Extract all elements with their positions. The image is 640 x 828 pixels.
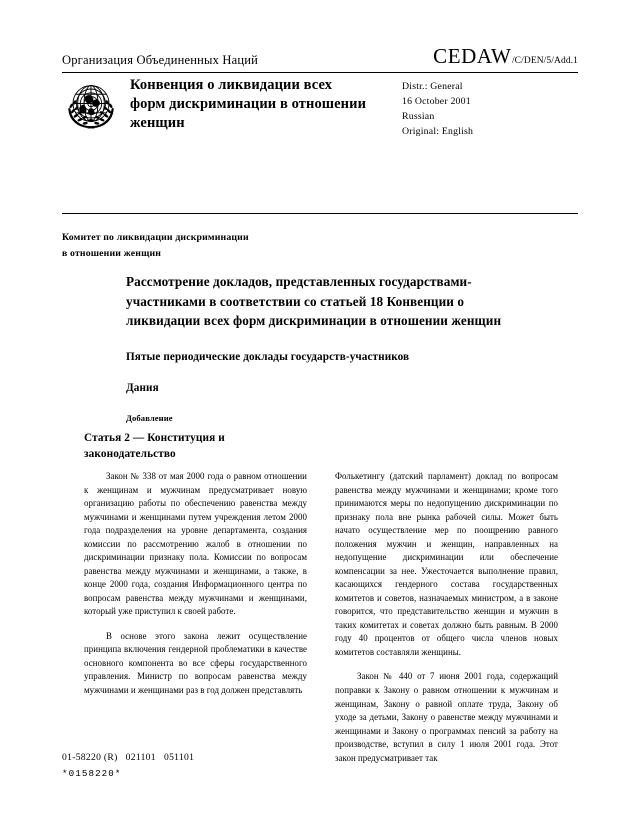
barcode-text: *0158220* [62,768,122,779]
distribution-block [402,76,473,140]
distribution-type: Distr.: General [402,81,463,92]
document-title: Рассмотрение докладов, представленных государствами-участниками в соответствии со статьей 18 Конвенции о ликвидации всех форм дискриминации в отношении женщин [126,274,502,329]
page-footer [62,752,194,779]
document-symbol [433,44,578,69]
distribution-language: Russian [402,110,435,122]
committee-line-1: Комитет по ликвидации дискриминации [62,232,249,243]
body-paragraph: Закон № 338 от мая 2000 года о равном отношении к женщинам и мужчинам предусматривает новую организацию работы по обеспечению равенства между мужчинами и женщинами путем учреждения летом 2000 года подразделения на уровне департамента, создания комиссии по рассмотрению жалоб в отношении по дискриминации признаку пола. Комиссии по вопросам равенства между мужчинами и женщинами, а также, в конце 2000 года, создания Информационного центра по вопросам равенства между мужчинами и женщинами, который уже приступил к своей работе. [84,471,307,617]
united-nations-emblem-icon [62,78,120,136]
document-symbol-main: CEDAW [433,44,512,68]
body-column-right [335,470,558,765]
organization-name: Организация Объединенных Наций [62,53,259,67]
masthead-rule [62,72,578,73]
body-columns [84,470,558,765]
organization-row [62,44,578,69]
document-subtitle: Пятые периодические доклады государств-участников [126,350,410,363]
body-column-left [84,470,307,765]
body-paragraph: Фолькетингу (датский парламент) доклад по вопросам равенства между мужчинами и женщинами; кроме того принимаются меры по недопущению дискриминации по признаку пола вне рынка рабочей силы. Может быть начато осуществление мер по поощрению равного положения мужчин и женщин, направленных на недопущение дискриминации или обеспечение компенсации за нее. Ужесточается выполнение правил, касающихся гендерного состава государственных комитетов и советов, назначаемых министром, а в законе говорится, что представительство женщин и мужчин в таких комитетах и советах должно быть равным. В 2000 году 40 процентов от общего числа членов новых комитетов составляли женщины. [335,471,558,657]
document-symbol-suffix: /C/DEN/5/Add.1 [511,56,578,66]
distribution-date: 16 October 2001 [402,95,471,107]
body-paragraph: В основе этого закона лежит осуществление принципа включения гендерной проблематики в качестве основного компонента во все сферы государственного управления. Министр по вопросам равенства между мужчинами и женщинами раз в год должен представлять [84,630,307,695]
convention-banner-title: Конвенция о ликвидации всех форм дискриминации в отношении женщин [130,77,367,132]
banner [62,76,578,140]
section-rule [62,213,578,214]
body-paragraph: Закон № 440 от 7 июня 2001 года, содержащий поправки к Закону о равном отношении к мужчинам и женщинам, Закону о равной оплате труда, Закону об уходе за детьми, Закону о равенстве между мужчинами и женщинами и Закону о программах пенсий за работу на производстве, вступил в силу 1 июля 2001 года. Этот закон предусматривает так [335,671,558,763]
masthead [62,44,578,73]
committee-heading [62,230,482,261]
distribution-original: Original: English [402,125,474,137]
title-block [126,272,526,423]
committee-line-2: в отношении женщин [62,247,162,259]
country-name: Дания [126,381,159,394]
job-number: 01-58220 (R) 021101 051101 [62,752,195,763]
article-heading: Статья 2 — Конституция и законодательство [84,432,225,461]
addendum-label: Добавление [126,412,173,423]
